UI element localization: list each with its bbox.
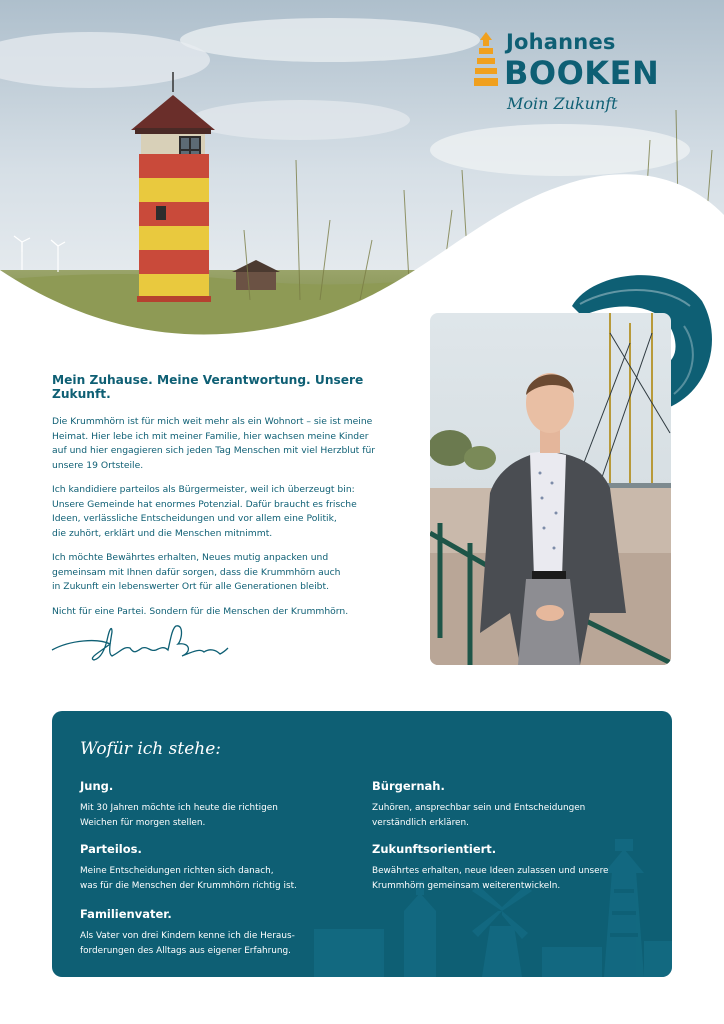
value-item — [80, 779, 340, 830]
intro-section — [52, 373, 402, 629]
value-item — [372, 842, 652, 893]
values-heading: Wofür ich stehe: — [80, 739, 221, 759]
value-text: Meine Entscheidungen richten sich danach, was für die Menschen der Krummhörn richtig ist. — [80, 866, 297, 891]
value-item — [80, 842, 340, 893]
value-title: Parteilos. — [80, 842, 142, 856]
value-item — [80, 907, 340, 958]
value-title: Zukunftsorientiert. — [372, 842, 497, 856]
logo-slogan: Moin Zukunft — [507, 94, 618, 113]
campaign-logo — [470, 28, 690, 123]
logo-last-name: BOOKEN — [504, 54, 660, 92]
intro-paragraph: Ich kandidiere parteilos als Bürgermeister, weil ich überzeugt bin: Unsere Gemeinde hat enormes Potenzial. Dafür braucht es frische Ideen, verlässliche Entscheidungen und vor allem eine Politik, die zuhört, erklärt und die Menschen mitnimmt. — [52, 484, 357, 539]
candidate-portrait — [430, 313, 671, 665]
values-panel — [52, 711, 672, 977]
intro-headline: Mein Zuhause. Meine Verantwortung. Unsere Zukunft. — [52, 373, 364, 401]
value-text: Bewährtes erhalten, neue Ideen zulassen und unsere Krummhörn gemeinsam weiterentwickeln. — [372, 866, 609, 891]
intro-paragraph: Ich möchte Bewährtes erhalten, Neues mutig anpacken und gemeinsam mit Ihnen dafür sorgen, dass die Krummhörn auch in Zukunft ein lebenswerter Ort für alle Generationen bleibt. — [52, 552, 341, 592]
value-text: Als Vater von drei Kindern kenne ich die Heraus- forderungen des Alltags aus eigener Erfahrung. — [80, 931, 295, 956]
value-title: Familienvater. — [80, 907, 172, 921]
intro-paragraph: Die Krummhörn ist für mich weit mehr als ein Wohnort – sie ist meine Heimat. Hier lebe ich mit meiner Familie, hier wachsen meine Kinder auf und hier engagieren sich jeden Tag Menschen mit viel Herzblut für unsere 19 Ortsteile. — [52, 416, 376, 471]
value-title: Jung. — [80, 779, 114, 793]
logo-first-name: Johannes — [506, 30, 616, 54]
lighthouse-logo-icon — [472, 30, 500, 94]
intro-paragraph: Nicht für eine Partei. Sondern für die Menschen der Krummhörn. — [52, 605, 349, 617]
signature-image — [50, 618, 230, 668]
value-text: Zuhören, ansprechbar sein und Entscheidungen verständlich erklären. — [372, 803, 586, 828]
value-text: Mit 30 Jahren möchte ich heute die richtigen Weichen für morgen stellen. — [80, 803, 278, 828]
value-item — [372, 779, 652, 830]
value-title: Bürgernah. — [372, 779, 445, 793]
